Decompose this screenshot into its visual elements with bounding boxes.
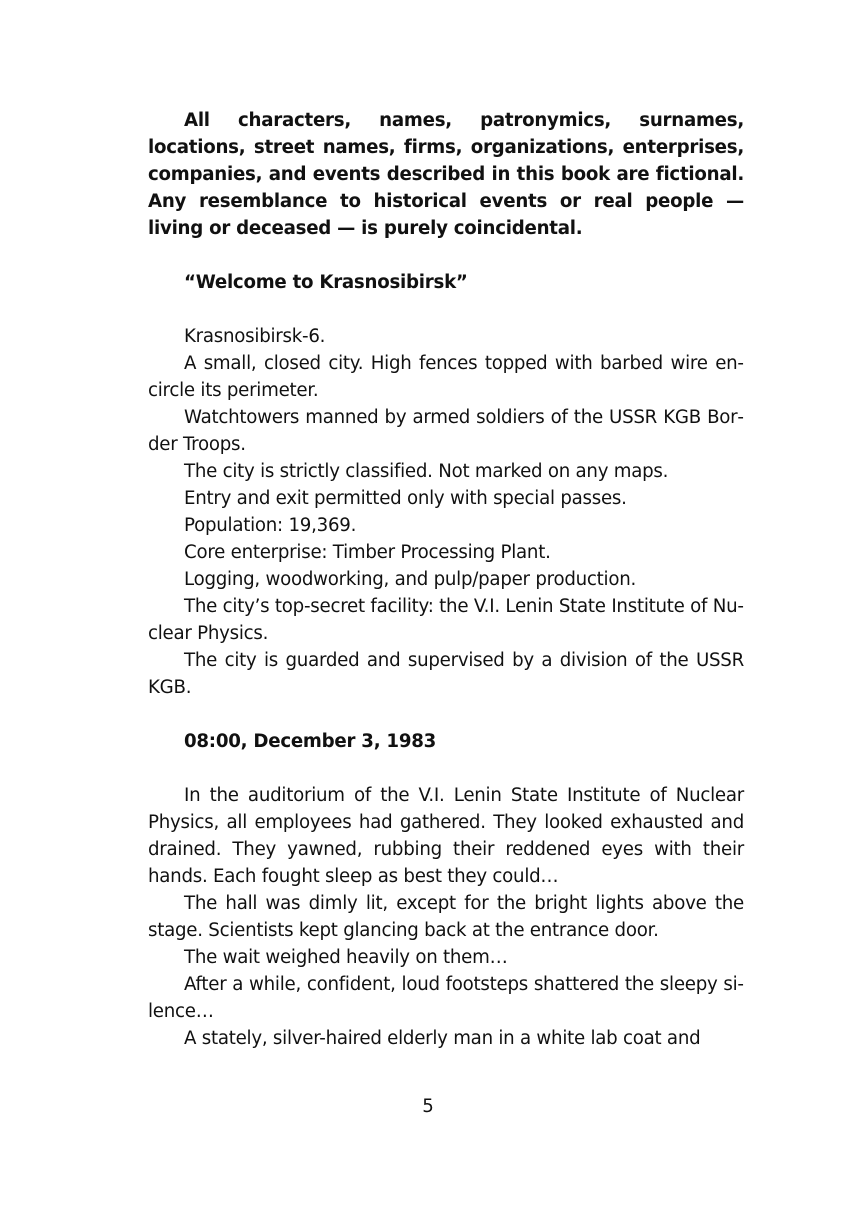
section-heading: 08:00, December 3, 1983: [184, 731, 437, 752]
chapter-title: “Welcome to Krasnosibirsk”: [184, 272, 468, 293]
intro-paragraph: Logging, woodworking, and pulp/paper production.: [184, 569, 637, 590]
body-section: [148, 782, 744, 1052]
body-paragraph: In the auditorium of the V.I. Lenin State Institute of Nuclear Physics, all employees had gathered. They looked exhausted and drained. They yawned, rubbing their reddened eyes with their hands. Each fought sleep as best they could…: [148, 785, 744, 887]
intro-paragraph: The city is guarded and supervised by a division of the USSR KGB.: [148, 650, 744, 698]
page-number: 5: [422, 1096, 434, 1117]
intro-paragraph: Core enterprise: Timber Processing Plant.: [184, 542, 551, 563]
intro-paragraph: The city’s top-secret facility: the V.I. Lenin State Institute of Nuclear Physics.: [148, 596, 744, 644]
intro-paragraph: Watchtowers manned by armed soldiers of the USSR KGB Border Troops.: [148, 407, 744, 455]
intro-paragraph: A small, closed city. High fences topped with barbed wire encircle its perimeter.: [148, 353, 744, 401]
body-paragraph: A stately, silver-haired elderly man in a white lab coat and: [184, 1028, 701, 1049]
body-paragraph: The hall was dimly lit, except for the bright lights above the stage. Scientists kept glancing back at the entrance door.: [148, 893, 744, 941]
body-paragraph: After a while, confident, loud footsteps shattered the sleepy silence…: [148, 974, 744, 1022]
intro-paragraph: Krasnosibirsk-6.: [184, 326, 326, 347]
intro-section: [148, 323, 744, 701]
intro-paragraph: Entry and exit permitted only with special passes.: [184, 488, 627, 509]
disclaimer-paragraph: All characters, names, patronymics, surnames, locations, street names, firms, organizations, enterprises, companies, and events described in this book are fictional. Any resemblance to historical events or real people — living or deceased — is purely coincidental.: [148, 110, 744, 239]
intro-paragraph: The city is strictly classified. Not marked on any maps.: [184, 461, 669, 482]
page-content: [148, 107, 744, 1052]
intro-paragraph: Population: 19,369.: [184, 515, 357, 536]
body-paragraph: The wait weighed heavily on them…: [184, 947, 508, 968]
